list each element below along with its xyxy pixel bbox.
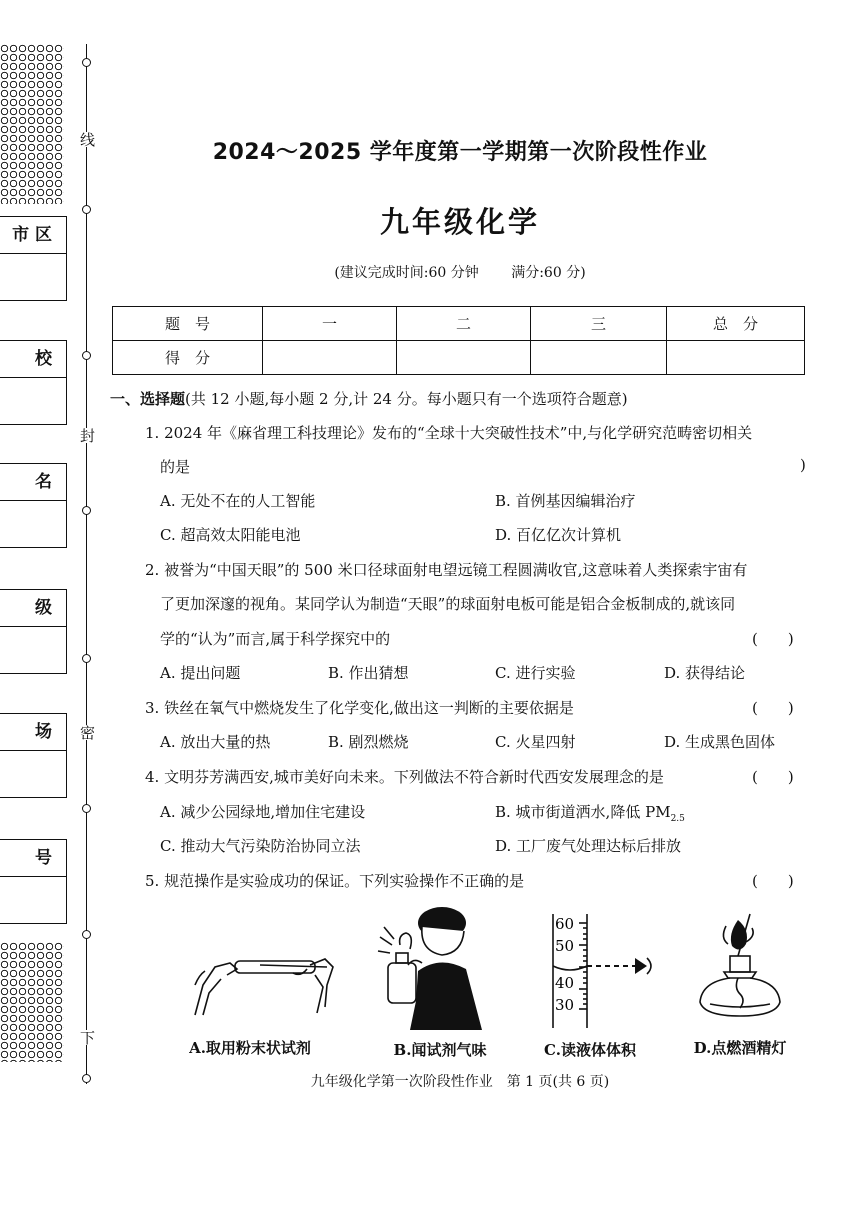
binding-word-below: 下 (78, 1030, 96, 1045)
field-blank[interactable] (0, 627, 66, 673)
binding-word-secret: 密 (78, 725, 96, 740)
field-seat-number[interactable] (0, 839, 67, 924)
q4-option-a[interactable]: A. 减少公园绿地,增加住宅建设 (160, 803, 366, 821)
q1-answer-paren[interactable]: ) (800, 456, 806, 474)
section-desc: (共 12 小题,每小题 2 分,计 24 分。每小题只有一个选项符合题意) (185, 390, 628, 408)
q1-stem-line2: 的是 (160, 458, 191, 476)
q1-option-c[interactable]: C. 超高效太阳能电池 (160, 526, 301, 544)
field-blank[interactable] (0, 751, 66, 797)
score-table-score-row (113, 341, 805, 375)
caption-figure-a: A.取用粉末状试剂 (189, 1039, 311, 1057)
q3-option-c[interactable]: C. 火星四射 (495, 733, 576, 751)
q2-stem-line3: 学的“认为”而言,属于科学探究中的 (160, 630, 391, 648)
q4-option-c[interactable]: C. 推动大气污染防治协同立法 (160, 837, 361, 855)
score-table (112, 306, 805, 375)
exam-info (110, 262, 810, 282)
cylinder-tick-label: 40 (555, 974, 575, 992)
score-input-cell[interactable] (531, 341, 667, 375)
field-label: 场 (0, 714, 66, 751)
q3-stem: 3. 铁丝在氧气中燃烧发生了化学变化,做出这一判断的主要依据是 (145, 699, 574, 717)
q2-option-b[interactable]: B. 作出猜想 (328, 664, 409, 682)
q2-option-d[interactable]: D. 获得结论 (664, 664, 746, 682)
cylinder-tick-label: 60 (555, 915, 575, 933)
q1-option-b[interactable]: B. 首例基因编辑治疗 (495, 492, 636, 510)
q2-option-c[interactable]: C. 进行实验 (495, 664, 576, 682)
q4-option-d[interactable]: D. 工厂废气处理达标后排放 (495, 837, 682, 855)
field-label: 校 (0, 341, 66, 378)
q2-answer-paren[interactable]: ( ) (752, 630, 794, 648)
caption-figure-d: D.点燃酒精灯 (693, 1039, 787, 1057)
section-heading (110, 388, 628, 409)
binding-circle (82, 506, 91, 515)
binding-circle (82, 58, 91, 67)
q4-answer-paren[interactable]: ( ) (752, 768, 794, 786)
field-label: 市 区 (0, 217, 66, 254)
field-school[interactable] (0, 340, 67, 425)
cylinder-tick-label: 50 (555, 937, 575, 955)
score-table-cell: 一 (263, 307, 397, 341)
figure-b-smell-reagent (370, 905, 490, 1030)
score-table-cell: 得 分 (113, 341, 263, 375)
binding-circle (82, 1074, 91, 1083)
q3-answer-paren[interactable]: ( ) (752, 699, 794, 717)
score-note: 满分:60 分) (511, 265, 586, 281)
exam-title: 2024～2025 学年度第一学期第一次阶段性作业 (212, 140, 708, 165)
q4-option-b-subscript: 2.5 (670, 814, 685, 824)
figure-c-cylinder-reading (535, 908, 665, 1033)
q5-stem: 5. 规范操作是实验成功的保证。下列实验操作不正确的是 (145, 872, 525, 890)
page-footer: 九年级化学第一次阶段性作业 第 1 页(共 6 页) (310, 1074, 610, 1090)
field-blank[interactable] (0, 501, 66, 547)
binding-circle (82, 930, 91, 939)
caption-figure-c: C.读液体体积 (544, 1041, 636, 1059)
score-input-cell[interactable] (667, 341, 805, 375)
figure-d-alcohol-lamp (690, 908, 790, 1023)
field-blank[interactable] (0, 378, 66, 424)
binding-circle (82, 804, 91, 813)
field-class[interactable] (0, 589, 67, 674)
binding-circle (82, 654, 91, 663)
q2-stem-line2: 了更加深邃的视角。某同学认为制造“天眼”的球面射电板可能是铝合金板制成的,就该同 (160, 595, 736, 613)
field-label: 号 (0, 840, 66, 877)
q1-option-a[interactable]: A. 无处不在的人工智能 (160, 492, 316, 510)
figure-a-powder-reagent (175, 945, 340, 1025)
time-note: (建议完成时间:60 分钟 (334, 265, 479, 281)
binding-line (86, 44, 87, 1084)
binding-circle (82, 351, 91, 360)
field-blank[interactable] (0, 254, 66, 300)
q5-answer-paren[interactable]: ( ) (752, 872, 794, 890)
binding-dot-pattern-bottom (0, 942, 64, 1062)
binding-dot-pattern-top (0, 44, 64, 204)
q3-option-a[interactable]: A. 放出大量的热 (160, 733, 271, 751)
q2-stem-line1: 2. 被誉为“中国天眼”的 500 米口径球面射电望远镜工程圆满收官,这意味着人类探索宇宙有 (145, 561, 748, 579)
q4-option-b-text: B. 城市街道洒水,降低 PM (495, 803, 671, 821)
score-table-cell: 题 号 (113, 307, 263, 341)
q4-option-b[interactable] (495, 801, 685, 824)
score-table-cell: 二 (397, 307, 531, 341)
subject-title: 九年级化学 (379, 205, 540, 239)
section-title: 一、选择题 (110, 390, 186, 408)
caption-figure-b: B.闻试剂气味 (393, 1041, 487, 1059)
field-label: 名 (0, 464, 66, 501)
q3-option-d[interactable]: D. 生成黑色固体 (664, 733, 776, 751)
binding-circle (82, 205, 91, 214)
cylinder-tick-label: 30 (555, 996, 575, 1014)
binding-word-line: 线 (78, 132, 96, 147)
q1-stem-line1: 1. 2024 年《麻省理工科技理论》发布的“全球十大突破性技术”中,与化学研究范畴密切相关 (145, 424, 753, 442)
score-table-header-row (113, 307, 805, 341)
binding-word-seal: 封 (78, 428, 96, 443)
score-table-cell: 总 分 (667, 307, 805, 341)
field-label: 级 (0, 590, 66, 627)
score-input-cell[interactable] (397, 341, 531, 375)
field-city-district[interactable] (0, 216, 67, 301)
field-name[interactable] (0, 463, 67, 548)
q2-option-a[interactable]: A. 提出问题 (160, 664, 241, 682)
field-exam-room[interactable] (0, 713, 67, 798)
field-blank[interactable] (0, 877, 66, 923)
q1-option-d[interactable]: D. 百亿亿次计算机 (495, 526, 622, 544)
q4-stem: 4. 文明芬芳满西安,城市美好向未来。下列做法不符合新时代西安发展理念的是 (145, 768, 664, 786)
score-input-cell[interactable] (263, 341, 397, 375)
score-table-cell: 三 (531, 307, 667, 341)
q3-option-b[interactable]: B. 剧烈燃烧 (328, 733, 409, 751)
